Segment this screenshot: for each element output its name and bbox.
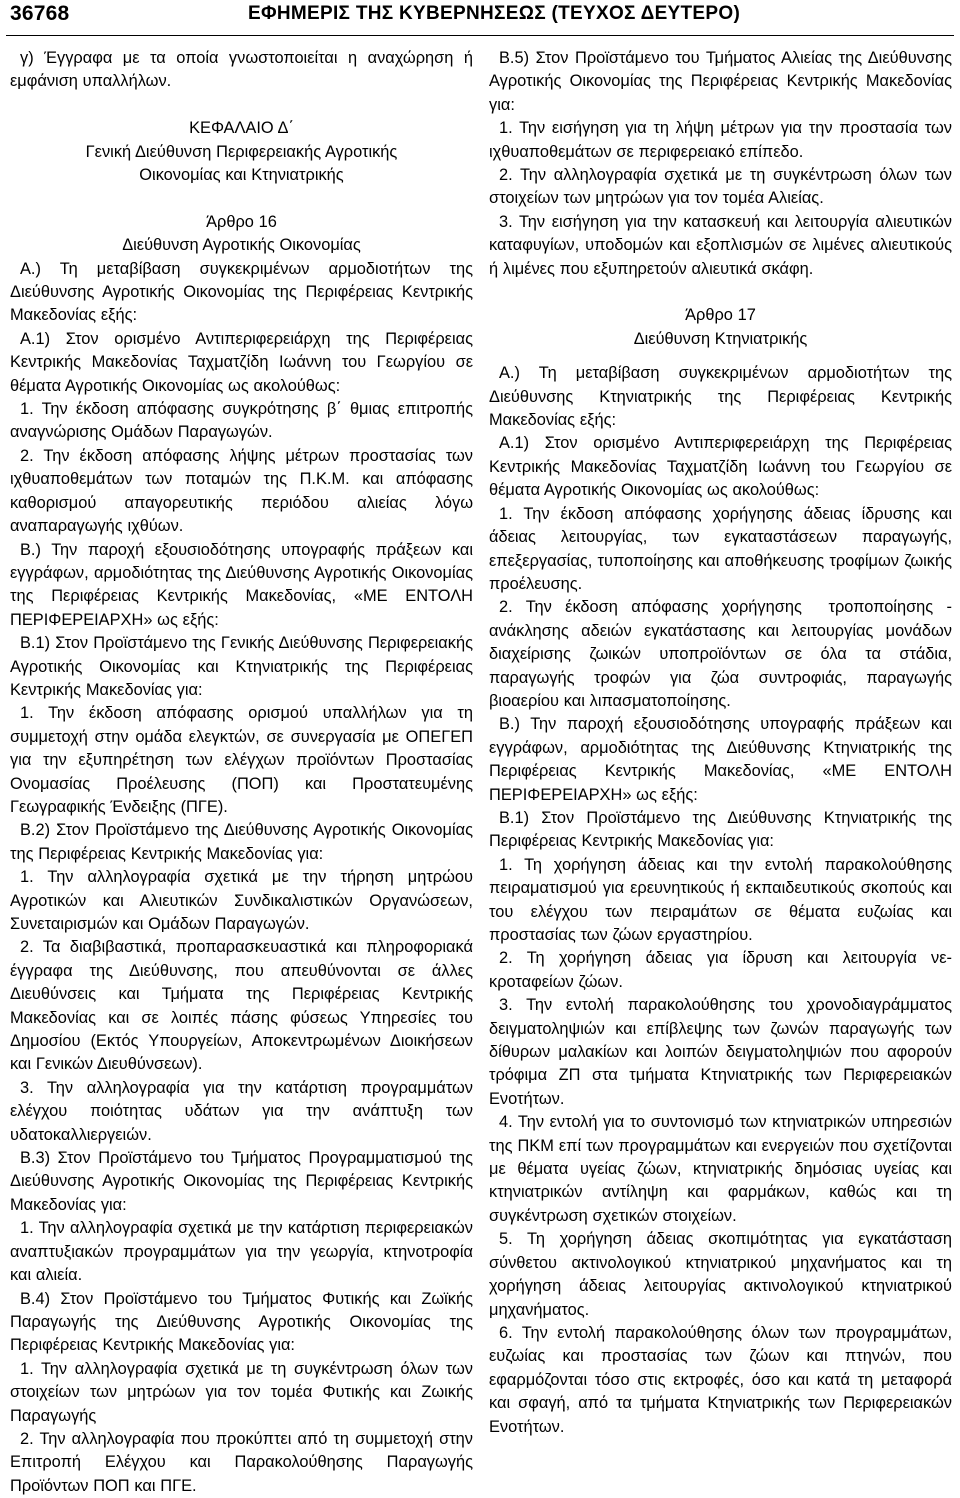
- paragraph: Β.1) Στον Προϊστάμενο της Γενικής Διεύθυνσης Περιφερειακής Αγροτικής Οικονομίας και Κτηνιατρικής της Περιφέρειας Κεντρικής Μακεδονίας για:: [10, 634, 473, 699]
- article-title: Άρθρο 16: [206, 212, 277, 231]
- paragraph: 2. Τα διαβιβαστικά, προπαρασκευαστικά και πληροφοριακά έγγραφα της Διεύθυνσης, που απευθύνονται σε άλλες Διευθύνσεις και Τμήματα της Περιφέρειας Κεντρικής Μακεδονίας και σε λοιπές πάσης φύσεως Υπηρεσίες του Δημοσίου (Εκτός Υπουργείων, Αποκεντρωμένων Διοικήσεων και Γενικών Διευθύνσεων).: [10, 938, 473, 1074]
- paragraph: 4. Την εντολή για το συντονισμό των κτηνιατρικών υπηρεσιών της ΠΚΜ επί των προγραμμάτων και ενεργειών που σχετίζονται με θέματα υγείας ζώων, κτηνιατρικής δημόσιας υγείας και κτηνιατρικών αντίληψη και φαρμάκων, καθώς και τη συγκέντρωση σχετικών στοιχείων.: [489, 1113, 952, 1225]
- paragraph: 3. Την εισήγηση για την κατασκευή και λειτουργία αλιευτικών καταφυγίων, υποδομών και εξοπλισμών σε λιμένες αλιευτικούς ή λιμένες που εξυπηρετούν αλιευτικά σκάφη.: [489, 212, 952, 278]
- paragraph: 1. Την έκδοση απόφασης χορήγησης άδειας ίδρυσης και άδειας λειτουργίας, των εγκαταστάσεων παραγωγής, επεξεργασίας, τυποποίησης και αποθήκευσης τροφίμων ζωικής προέλευσης.: [489, 504, 952, 593]
- paragraph: 3. Την εντολή παρακολούθησης του χρονοδιαγράμματος δειγματοληψιών και επίβλεψης των ζωνών παραγωγής των δίθυρων μαλακίων και λοιπών δειγματοληψιών που αφορούν τρόφιμα ΖΠ στα τμήματα Κτηνιατρικής των Περιφερειακών Ενοτήτων.: [489, 996, 952, 1108]
- paragraph: 2. Την αλληλογραφία σχετικά με τη συγκέντρωση όλων των στοιχείων των μητρώων για τον τομέα Αλιείας.: [489, 166, 952, 208]
- paragraph: Α.1) Στον ορισμένο Αντιπεριφερειάρχη της Περιφέρειας Κεντρικής Μακεδονίας Ταχματζίδη Ιωάννη του Γεωργίου σε θέματα Αγροτικής Οικονομίας ως ακολούθως:: [489, 434, 952, 500]
- paragraph: Β.) Την παροχή εξουσιοδότησης υπογραφής πράξεων και εγγράφων, αρμοδιότητας της Διεύθυνσης Αγροτικής Οικονομίας της Περιφέρειας Κεντρικής Μακεδονίας, «ΜΕ ΕΝΤΟΛΗ ΠΕΡΙΦΕΡΕΙΑΡΧΗ» ως εξής:: [10, 540, 473, 629]
- paragraph: 2. Την έκδοση απόφασης χορήγησης τροποποίησης ανάκλησης αδειών εγκατάστασης και λειτουργίας μονάδων διαχείρισης ζωικών υποπροϊόντων σε όλα τα στάδια, παραγωγής τροφών για ζώα συντροφιάς, παραγωγής βιοαερίου και λιπασματοποίησης.: [489, 598, 952, 710]
- page-header: [0, 0, 960, 32]
- left-column: [10, 47, 473, 1498]
- paragraph: 1. Την αλληλογραφία σχετικά με την κατάρτιση περιφερειακών αναπτυξιακών προγραμμάτων για την γεωργία, κτηνοτροφία και αλιεία.: [10, 1219, 473, 1285]
- chapter-title: ΚΕΦΑΛΑΙΟ Δ΄: [189, 119, 294, 138]
- paragraph: Α.) Τη μεταβίβαση συγκεκριμένων αρμοδιοτήτων της Διεύθυνσης Κτηνιατρικής της Περιφέρειας Κεντρικής Μακεδονίας εξής:: [489, 364, 952, 430]
- article-subtitle: Διεύθυνση Κτηνιατρικής: [633, 329, 808, 348]
- paragraph: 3. Την αλληλογραφία για την κατάρτιση προγραμμάτων ελέγχου ποιότητας υδάτων για την ανάπτυξη των υδατοκαλλιεργειών.: [10, 1078, 473, 1144]
- paragraph: 1. Την εισήγηση για τη λήψη μέτρων για την προστασία των ιχθυαποθεμάτων σε περιφερειακό επίπεδο.: [489, 119, 952, 161]
- paragraph: 1. Την αλληλογραφία σχετικά με την τήρηση μητρώου Αγροτικών και Αλιευτικών Συνδικαλιστικών Οργανώσεων, Συνεταιρισμών και Ομάδων Παραγωγών.: [10, 868, 473, 933]
- paragraph: 2. Την αλληλογραφία που προκύπτει από τη συμμετοχή στην Επιτροπή Ελέγχου και Παρακολούθησης Παραγωγής Προϊόντων ΠΟΠ και ΠΓΕ.: [10, 1429, 473, 1495]
- chapter-subtitle: Γενική Διεύθυνση Περιφερειακής Αγροτικής: [85, 142, 398, 161]
- paragraph: γ) Έγγραφα με τα οποία γνωστοποιείται η αναχώρηση ή εμφάνιση υπαλλήλων.: [10, 49, 473, 91]
- paragraph: Β.) Την παροχή εξουσιοδότησης υπογραφής πράξεων και εγγράφων, αρμοδιότητας της Διεύθυνσης Κτηνιατρικής της Περιφέρειας Κεντρικής Μακεδονίας, «ΜΕ ΕΝΤΟΛΗ ΠΕΡΙΦΕΡΕΙΑΡΧΗ» ως εξής:: [489, 715, 952, 804]
- chapter-subtitle: Οικονομίας και Κτηνιατρικής: [139, 166, 344, 185]
- paragraph: Β.5) Στον Προϊστάμενο του Τμήματος Αλιείας της Διεύθυνσης Αγροτικής Οικονομίας της Περιφέρειας Κεντρικής Μακεδονίας για:: [489, 49, 952, 114]
- paragraph: 1. Την έκδοση απόφασης συγκρότησης β΄ θμιας επιτροπής αναγνώρισης Ομάδων Παραγωγών.: [10, 400, 473, 442]
- page-number: 36768: [10, 2, 70, 25]
- paragraph: 1. Την αλληλογραφία σχετικά με τη συγκέντρωση όλων των στοιχείων των μητρώων για τον τομέα Φυτικής και Ζωικής Παραγωγής: [10, 1359, 473, 1425]
- paragraph: 2. Τη χορήγηση άδειας για ίδρυση και λειτουργία νεκροταφείων ζώων.: [489, 949, 952, 991]
- paragraph: 6. Την εντολή παρακολούθησης όλων των προγραμμάτων, ευζωίας και προστασίας των ζώων και πτηνών, που εφαρμόζονται τόσο στις εκτροφές, όσο και κατά τη μεταφορά και σφαγή, από τα τμήματα Κτηνιατρικής των Περιφερειακών Ενοτήτων.: [489, 1323, 952, 1436]
- article-title: Άρθρο 17: [685, 306, 756, 325]
- gazette-title: ΕΦΗΜΕΡΙΣ ΤΗΣ ΚΥΒΕΡΝΗΣΕΩΣ (ΤΕΥΧΟΣ ΔΕΥΤΕΡΟ): [248, 3, 741, 24]
- paragraph: 5. Τη χορήγηση άδειας σκοπιμότητας για εγκατάσταση σύνθετου ακτινολογικού κτηνιατρικού μηχανήματος και τη χορήγηση άδειας λειτουργίας ακτινολογικού κτηνιατρικού μηχανήματος.: [489, 1230, 952, 1319]
- paragraph: Α.) Τη μεταβίβαση συγκεκριμένων αρμοδιοτήτων της Διεύθυνσης Αγροτικής Οικονομίας της Περιφέρειας Κεντρικής Μακεδονίας εξής:: [10, 259, 473, 325]
- paragraph: 1. Τη χορήγηση άδειας και την εντολή παρακολούθησης πειραματισμού για ερευνητικούς ή εκπαιδευτικούς σκοπούς και του ελέγχου των πειραμάτων σε θέματα ευζωίας και προστασίας των ζώων εργαστηρίου.: [489, 855, 952, 945]
- paragraph: Β.3) Στον Προϊστάμενο του Τμήματος Προγραμματισμού της Διεύθυνσης Αγροτικής Οικονομίας της Περιφέρειας Κεντρικής Μακεδονίας για:: [10, 1149, 473, 1214]
- paragraph: Β.1) Στον Προϊστάμενο της Διεύθυνσης Κτηνιατρικής της Περιφέρειας Κεντρικής Μακεδονίας για:: [489, 808, 952, 851]
- paragraph: Α.1) Στον ορισμένο Αντιπεριφερειάρχη της Περιφέρειας Κεντρικής Μακεδονίας Ταχματζίδη Ιωάννη του Γεωργίου σε θέματα Αγροτικής Οικονομίας ως ακολούθως:: [10, 329, 473, 395]
- paragraph: Β.2) Στον Προϊστάμενο της Διεύθυνσης Αγροτικής Οικονομίας της Περιφέρειας Κεντρικής Μακεδονίας για:: [10, 821, 473, 863]
- article-subtitle: Διεύθυνση Αγροτικής Οικονομίας: [122, 236, 361, 255]
- paragraph: Β.4) Στον Προϊστάμενο του Τμήματος Φυτικής και Ζωϊκής Παραγωγής της Διεύθυνσης Αγροτικής Οικονομίας της Περιφέρειας Κεντρικής Μακεδονίας για:: [10, 1289, 473, 1355]
- header-divider: [6, 35, 954, 36]
- paragraph: 1. Την έκδοση απόφασης ορισμού υπαλλήλων για τη συμμετοχή στην ομάδα ελεγκτών, σε συνεργασία με ΟΠΕΓΕΠ για την εξυπηρέτηση των ελέγχων προϊόντων Προστασίας Ονομασίας Προέλευσης (ΠΟΠ) και Προστατευμένης Γεωγραφικής Ένδειξης (ΠΓΕ).: [10, 704, 473, 816]
- right-column: [489, 47, 952, 1439]
- paragraph: 2. Την έκδοση απόφασης λήψης μέτρων προστασίας των ιχθυαποθεμάτων των ποταμών της Π.Κ.Μ. και απόφασης καθορισμού απαγορευτικής περιόδου αλιείας λόγω αναπαραγωγής ιχθύων.: [10, 446, 473, 536]
